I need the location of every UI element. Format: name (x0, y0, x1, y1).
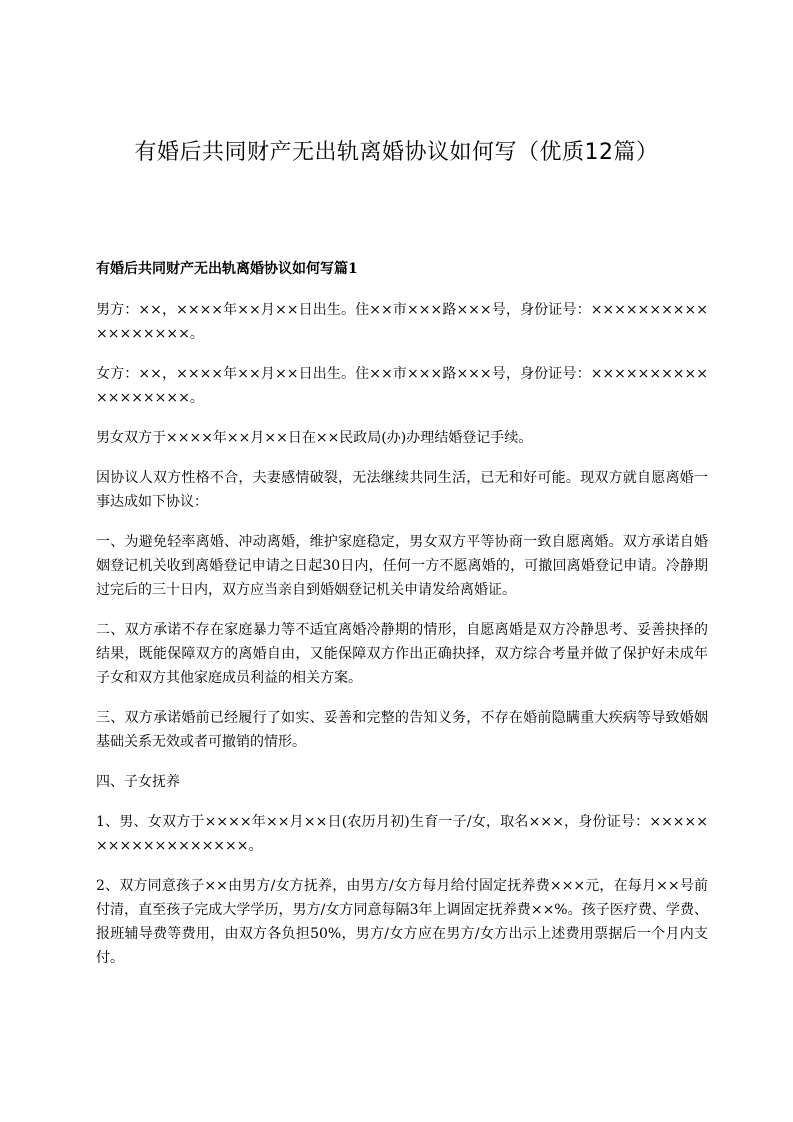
paragraph-wife-info: 女方：××，××××年××月××日出生。住××市×××路×××号，身份证号：××××××××××××××××××。 (96, 366, 708, 406)
section-heading: 有婚后共同财产无出轨离婚协议如何写篇1 (96, 261, 358, 277)
paragraph-marriage-registration: 男女双方于××××年××月××日在××民政局(办)办理结婚登记手续。 (96, 430, 533, 446)
paragraph-husband-info: 男方：××，××××年××月××日出生。住××市×××路×××号，身份证号：××××××××××××××××××。 (96, 302, 708, 342)
document-body (96, 258, 708, 986)
paragraph-clause-3: 三、双方承诺婚前已经履行了如实、妥善和完整的告知义务，不存在婚前隐瞒重大疾病等导致婚姻基础关系无效或者可撤销的情形。 (96, 710, 708, 750)
document-title: 有婚后共同财产无出轨离婚协议如何写（优质12篇） (134, 140, 659, 165)
paragraph-child-custody: 2、双方同意孩子××由男方/女方抚养，由男方/女方每月给付固定抚养费×××元，在每月××号前付清，直至孩子完成大学学历，男方/女方同意每隔3年上调固定抚养费××%。孩子医疗费、学费、报班辅导费等费用，由双方各负担50%，男方/女方应在男方/女方出示上述费用票据后一个月内支付。 (96, 878, 708, 966)
paragraph-child-birth: 1、男、女双方于××××年××月××日(农历月初)生育一子/女，取名×××，身份证号：××××××××××××××××××。 (96, 814, 708, 854)
paragraph-clause-2: 二、双方承诺不存在家庭暴力等不适宜离婚冷静期的情形，自愿离婚是双方冷静思考、妥善抉择的结果，既能保障双方的离婚自由，又能保障双方作出正确抉择，双方综合考量并做了保护好未成年子女和双方其他家庭成员利益的相关方案。 (96, 622, 708, 686)
paragraph-agreement-intro: 因协议人双方性格不合，夫妻感情破裂，无法继续共同生活，已无和好可能。现双方就自愿离婚一事达成如下协议： (96, 470, 708, 510)
paragraph-clause-4-heading: 四、子女抚养 (96, 774, 180, 790)
paragraph-clause-1: 一、为避免轻率离婚、冲动离婚，维护家庭稳定，男女双方平等协商一致自愿离婚。双方承诺自婚姻登记机关收到离婚登记申请之日起30日内，任何一方不愿离婚的，可撤回离婚登记申请。冷静期过完后的三十日内，双方应当亲自到婚姻登记机关申请发给离婚证。 (96, 534, 708, 598)
